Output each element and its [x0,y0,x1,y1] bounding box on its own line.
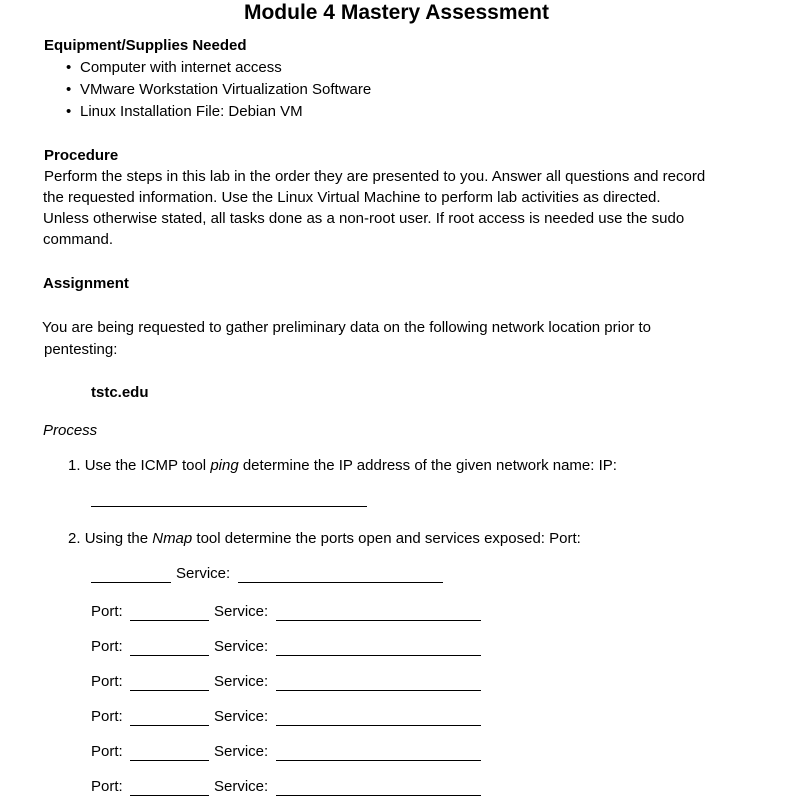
equipment-item: • VMware Workstation Virtualization Software [66,81,371,98]
port-answer-blank[interactable] [130,711,209,726]
service-answer-blank[interactable] [276,606,481,621]
equipment-heading: Equipment/Supplies Needed [44,37,247,54]
assignment-line: pentesting: [44,341,118,358]
procedure-line: Unless otherwise stated, all tasks done as a non-root user. If root access is needed use the sudo [43,210,685,227]
step-1 [68,457,617,474]
procedure-line: Perform the steps in this lab in the order they are presented to you. Answer all questions and record [44,168,706,185]
step-text-pre: Using the [84,530,153,547]
procedure-heading: Procedure [44,147,119,164]
service-answer-blank[interactable] [276,676,481,691]
port-label: Port: [91,603,123,620]
port-answer-blank[interactable] [130,746,209,761]
port-label: Port: [91,673,123,690]
service-answer-blank[interactable] [276,746,481,761]
service-label: Service: [214,778,269,795]
tool-name: Nmap [152,530,193,547]
step-number: 2. [68,530,81,547]
assignment-line: You are being requested to gather preliminary data on the following network location prior to [42,319,651,336]
process-heading: Process [43,422,98,439]
port-label: Port: [91,778,123,795]
equipment-item: • Computer with internet access [66,59,282,76]
port-answer-blank[interactable] [130,676,209,691]
service-label: Service: [214,638,269,655]
service-label: Service: [214,708,269,725]
port-answer-blank[interactable] [130,781,209,796]
assignment-heading: Assignment [43,275,129,292]
document-title: Module 4 Mastery Assessment [243,1,549,24]
service-answer-blank[interactable] [276,781,481,796]
service-label: Service: [176,565,231,582]
procedure-line: command. [43,231,114,248]
port-label: Port: [91,708,123,725]
port-label: Port: [91,638,123,655]
service-answer-blank[interactable] [276,641,481,656]
tool-name: ping [210,457,239,474]
procedure-line: the requested information. Use the Linux Virtual Machine to perform lab activities as directed. [43,189,661,206]
port-answer-blank[interactable] [130,641,209,656]
port-answer-blank[interactable] [130,606,209,621]
service-answer-blank[interactable] [238,568,443,583]
step-2 [68,530,581,547]
service-answer-blank[interactable] [276,711,481,726]
service-label: Service: [214,603,269,620]
service-label: Service: [214,673,269,690]
step-number: 1. [68,457,81,474]
step-text-pre: Use the ICMP tool [84,457,211,474]
port-answer-blank[interactable] [91,568,171,583]
step-text-post: tool determine the ports open and services exposed: Port: [192,530,581,547]
equipment-item: • Linux Installation File: Debian VM [66,103,303,120]
ip-answer-blank[interactable] [91,492,367,507]
service-label: Service: [214,743,269,760]
target-domain: tstc.edu [91,384,149,401]
step-text-post: determine the IP address of the given network name: IP: [238,457,617,474]
port-label: Port: [91,743,123,760]
